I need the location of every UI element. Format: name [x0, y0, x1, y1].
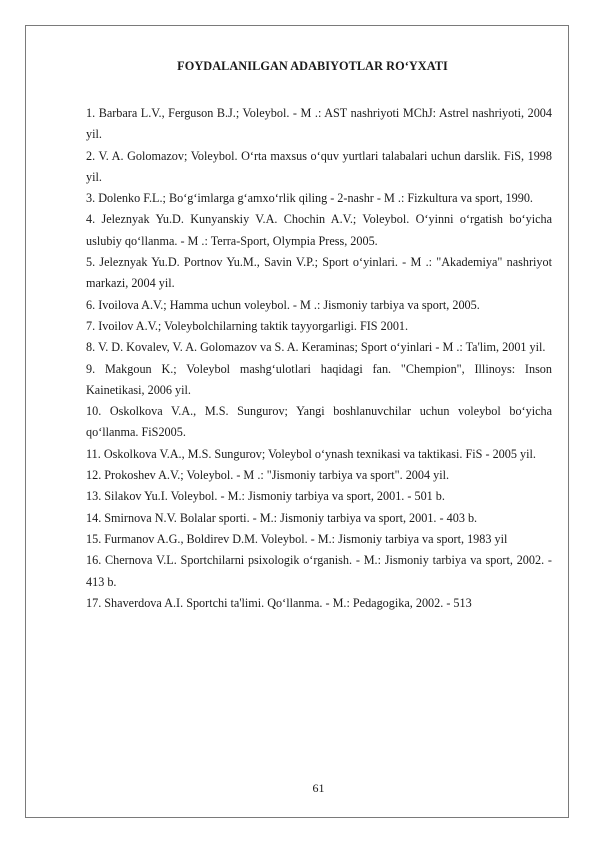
reference-item: 4. Jeleznyak Yu.D. Kunyanskiy V.A. Chochin A.V.; Voleybol. O‘yinni o‘rgatish bo‘yicha uslubiy qo‘llanma. - M .: Terra-Sport, Olympia Press, 2005. — [86, 212, 552, 248]
reference-item: 17. Shaverdova A.I. Sportchi ta'limi. Qo‘llanma. - M.: Pedagogika, 2002. - 513 — [86, 595, 472, 610]
reference-item: 9. Makgoun K.; Voleybol mashg‘ulotlari haqidagi fan. "Chempion", Illinoys: Inson Kainetikasi, 2006 yil. — [86, 361, 552, 397]
reference-item: 10. Oskolkova V.A., M.S. Sungurov; Yangi boshlanuvchilar uchun voleybol bo‘yicha qo‘llanma. FiS2005. — [86, 404, 552, 440]
reference-item: 6. Ivoilova A.V.; Hamma uchun voleybol. - M .: Jismoniy tarbiya va sport, 2005. — [86, 297, 480, 312]
reference-item: 2. V. A. Golomazov; Voleybol. O‘rta maxsus o‘quv yurtlari talabalari uchun darslik. FiS, 1998 yil. — [86, 148, 552, 184]
reference-item: 12. Prokoshev A.V.; Voleybol. - M .: "Jismoniy tarbiya va sport". 2004 yil. — [86, 468, 450, 483]
reference-item: 14. Smirnova N.V. Bolalar sporti. - M.: Jismoniy tarbiya va sport, 2001. - 403 b. — [86, 510, 478, 525]
reference-item: 11. Oskolkova V.A., M.S. Sungurov; Voleybol o‘ynash texnikasi va taktikasi. FiS - 2005 yil. — [86, 446, 536, 461]
reference-item: 1. Barbara L.V., Ferguson B.J.; Voleybol. - M .: AST nashriyoti MChJ: Astrel nashriyoti, 2004 yil. — [86, 106, 552, 142]
reference-item: 16. Chernova V.L. Sportchilarni psixologik o‘rganish. - M.: Jismoniy tarbiya va sport, 2002. - 413 b. — [86, 553, 552, 589]
reference-item: 15. Furmanov A.G., Boldirev D.M. Voleybol. - M.: Jismoniy tarbiya va sport, 1983 yil — [86, 531, 508, 546]
reference-list — [86, 103, 552, 614]
reference-item: 3. Dolenko F.L.; Bo‘g‘imlarga g‘amxo‘rlik qiling - 2-nashr - M .: Fizkultura va sport, 1990. — [86, 191, 533, 206]
reference-item: 5. Jeleznyak Yu.D. Portnov Yu.M., Savin V.P.; Sport o‘yinlari. - M .: "Akademiya" nashriyot markazi, 2004 yil. — [86, 255, 552, 291]
reference-item: 7. Ivoilov A.V.; Voleybolchilarning taktik tayyorgarligi. FIS 2001. — [86, 318, 409, 333]
page-number: 61 — [312, 781, 325, 795]
reference-item: 8. V. D. Kovalev, V. A. Golomazov va S. A. Keraminas; Sport o‘yinlari - M .: Ta'lim, 2001 yil. — [86, 340, 546, 355]
reference-item: 13. Silakov Yu.I. Voleybol. - M.: Jismoniy tarbiya va sport, 2001. - 501 b. — [86, 489, 445, 504]
page-title: FOYDALANILGAN ADABIYOTLAR RO‘YXATI — [177, 59, 448, 73]
